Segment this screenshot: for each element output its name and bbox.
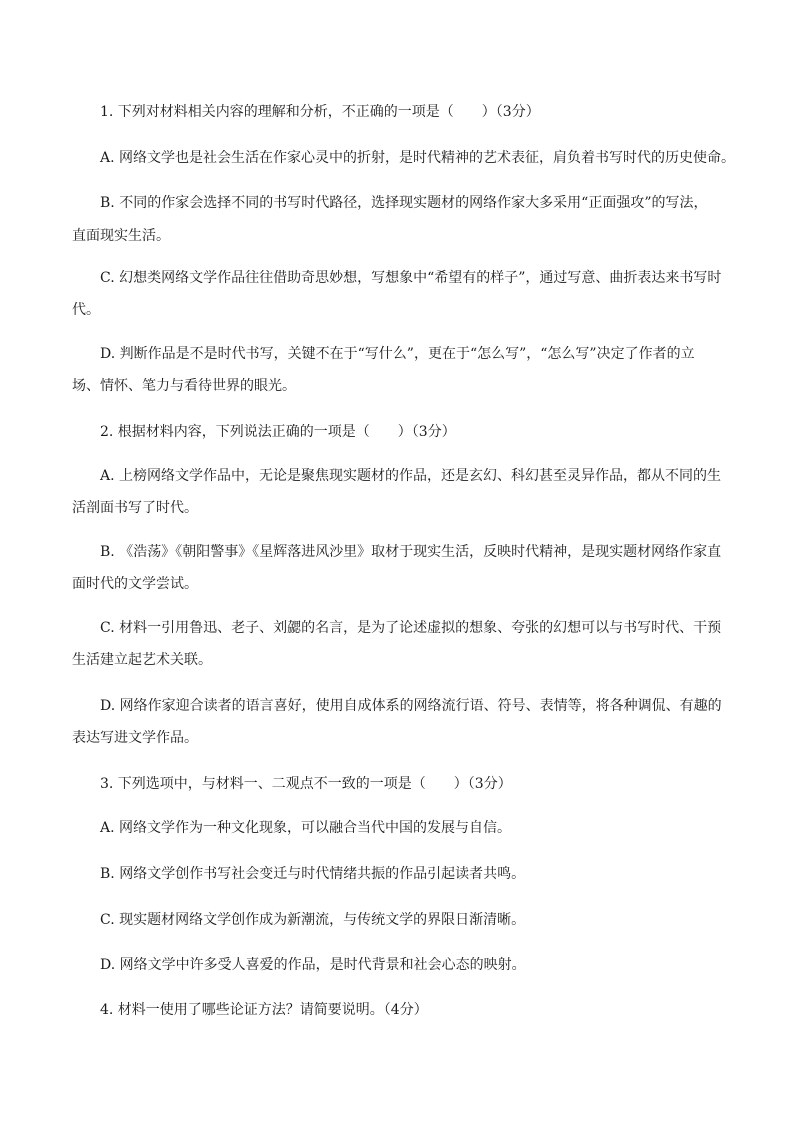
- question-1-stem: 1. 下列对材料相关内容的理解和分析，不正确的一项是（ ）（3分）: [100, 104, 540, 120]
- q2-option-b-line-1: B. 《浩荡》《朝阳警事》《星辉落进风沙里》取材于现实生活，反映时代精神，是现实题材网络作家直: [100, 544, 722, 560]
- q1-option-c-line-2: 代。: [72, 302, 100, 318]
- q2-option-c-line-1: C. 材料一引用鲁迅、老子、刘勰的名言，是为了论述虚拟的想象、夸张的幻想可以与书写时代、干预: [100, 620, 722, 636]
- q2-option-d-line-2: 表达写进文学作品。: [72, 730, 198, 746]
- q1-option-d-line-2: 场、情怀、笔力与看待世界的眼光。: [72, 378, 296, 394]
- question-3-stem: 3. 下列选项中，与材料一、二观点不一致的一项是（ ）（3分）: [100, 776, 512, 792]
- q1-option-d-line-1: D. 判断作品是不是时代书写，关键不在于“写什么”，更在于“怎么写”，“怎么写”决定了作者的立: [100, 346, 695, 362]
- q3-option-d: D. 网络文学中许多受人喜爱的作品，是时代背景和社会心态的映射。: [100, 957, 526, 973]
- question-2-stem: 2. 根据材料内容，下列说法正确的一项是（ ）（3分）: [100, 424, 456, 440]
- q2-option-c-line-2: 生活建立起艺术关联。: [72, 652, 212, 668]
- q1-option-c-line-1: C. 幻想类网络文学作品往往借助奇思妙想，写想象中“希望有的样子”，通过写意、曲折表达来书写时: [100, 270, 722, 286]
- q3-option-b: B. 网络文学创作书写社会变迁与时代情绪共振的作品引起读者共鸣。: [100, 866, 526, 882]
- q1-option-a-line-1: A. 网络文学也是社会生活在作家心灵中的折射，是时代精神的艺术表征，肩负着书写时代的历史使命。: [100, 150, 736, 166]
- q3-option-c: C. 现实题材网络文学创作成为新潮流，与传统文学的界限日渐清晰。: [100, 912, 526, 928]
- q2-option-a-line-2: 活剖面书写了时代。: [72, 500, 198, 516]
- question-4-stem: 4. 材料一使用了哪些论证方法？请简要说明。（4分）: [100, 1002, 428, 1018]
- q2-option-b-line-2: 面时代的文学尝试。: [72, 576, 198, 592]
- q1-option-b-line-2: 直面现实生活。: [72, 228, 170, 244]
- q2-option-d-line-1: D. 网络作家迎合读者的语言喜好，使用自成体系的网络流行语、符号、表情等，将各种调侃、有趣的: [100, 698, 722, 714]
- q3-option-a: A. 网络文学作为一种文化现象，可以融合当代中国的发展与自信。: [100, 820, 512, 836]
- q2-option-a-line-1: A. 上榜网络文学作品中，无论是聚焦现实题材的作品，还是玄幻、科幻甚至灵异作品，都从不同的生: [100, 468, 722, 484]
- q1-option-b-line-1: B. 不同的作家会选择不同的书写时代路径，选择现实题材的网络作家大多采用“正面强攻”的写法，: [100, 195, 708, 211]
